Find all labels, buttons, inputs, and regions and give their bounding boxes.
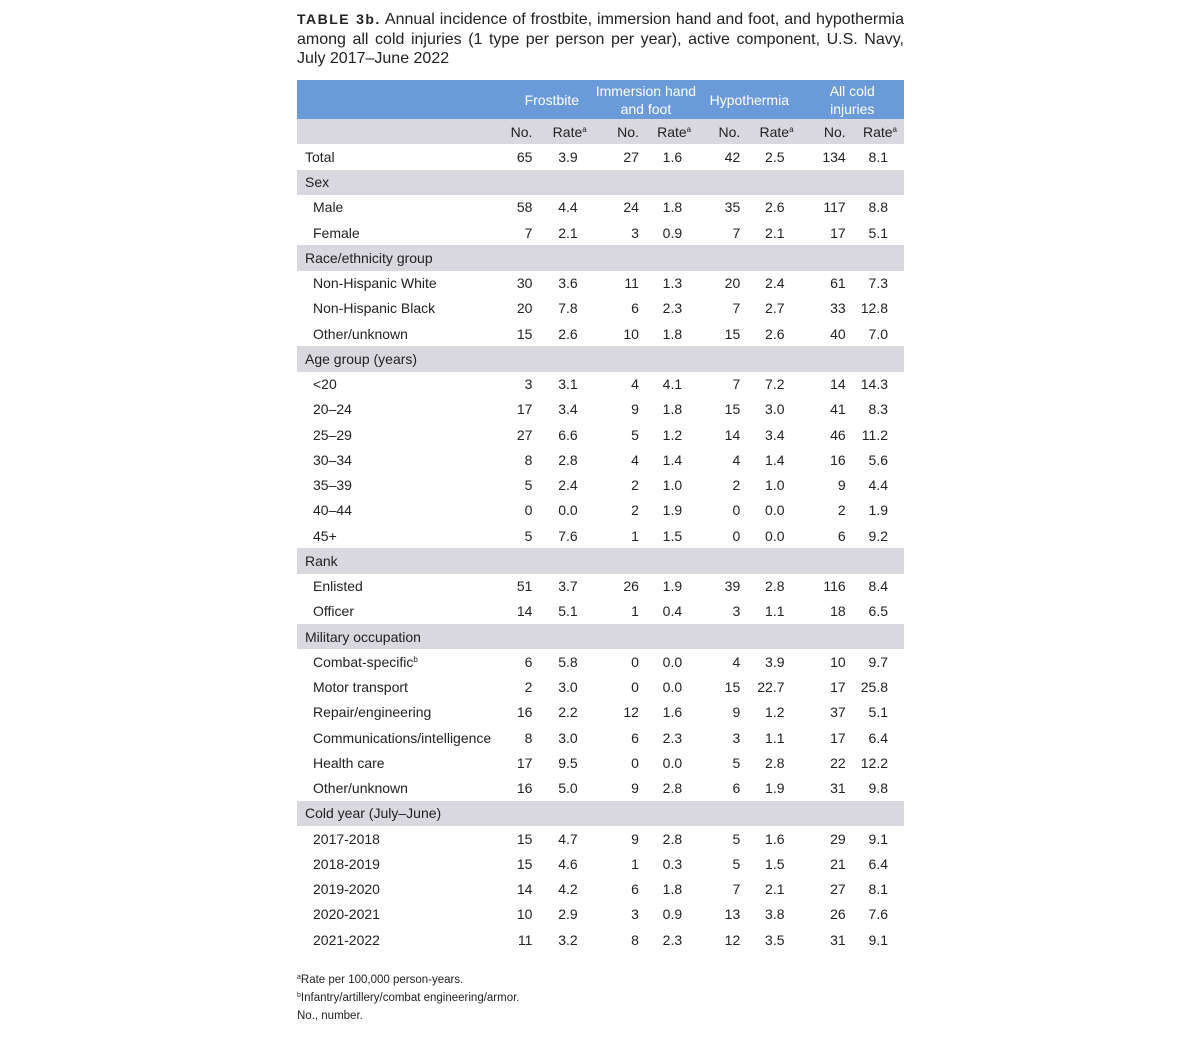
rate-cell: 2.8 bbox=[765, 754, 785, 771]
table-row bbox=[297, 574, 904, 599]
rate-cell: 1.4 bbox=[765, 451, 785, 468]
rate-cell: 2.2 bbox=[558, 704, 578, 721]
count-cell: 0 bbox=[732, 502, 741, 519]
section-row bbox=[297, 801, 904, 826]
count-cell: 17 bbox=[516, 401, 533, 418]
count-cell: 0 bbox=[631, 679, 639, 696]
rate-cell: 9.8 bbox=[868, 780, 888, 797]
table-row bbox=[297, 397, 904, 422]
table-row bbox=[297, 195, 904, 220]
rate-cell: 2.9 bbox=[558, 906, 578, 923]
count-cell: 27 bbox=[830, 881, 846, 898]
rate-cell: 1.4 bbox=[662, 451, 683, 468]
rate-cell: 0.0 bbox=[662, 754, 683, 771]
rate-cell: 0.3 bbox=[662, 855, 683, 872]
rate-cell: 0.9 bbox=[662, 224, 683, 241]
rate-cell: 2.6 bbox=[765, 325, 785, 342]
count-cell: 2 bbox=[837, 502, 846, 519]
row-label: 2021-2022 bbox=[313, 931, 380, 948]
group-header: Frostbite bbox=[510, 80, 594, 119]
count-cell: 7 bbox=[524, 224, 533, 241]
rate-cell: 3.9 bbox=[558, 148, 578, 165]
count-cell: 6 bbox=[837, 527, 846, 544]
count-cell: 58 bbox=[516, 199, 533, 216]
section-row bbox=[297, 346, 904, 371]
count-cell: 4 bbox=[631, 451, 639, 468]
rate-cell: 6.4 bbox=[868, 729, 888, 746]
count-cell: 51 bbox=[516, 578, 533, 595]
count-cell: 7 bbox=[732, 376, 741, 393]
rate-cell: 9.5 bbox=[558, 754, 578, 771]
rate-cell: 1.8 bbox=[662, 325, 683, 342]
rate-cell: 2.7 bbox=[765, 300, 785, 317]
subheader-cell: No. bbox=[801, 119, 852, 144]
row-label: Age group (years) bbox=[297, 346, 904, 371]
count-cell: 13 bbox=[724, 906, 741, 923]
rate-cell: 2.8 bbox=[558, 451, 578, 468]
row-label: 35–39 bbox=[313, 477, 352, 494]
count-cell: 16 bbox=[516, 704, 533, 721]
footnote: $^b$Infantry/artillery/combat engineering/armor. bbox=[297, 992, 520, 1004]
count-cell: 5 bbox=[524, 477, 533, 494]
row-label: 2018-2019 bbox=[313, 855, 380, 872]
table-row bbox=[297, 750, 904, 775]
rate-cell: 1.3 bbox=[662, 275, 683, 292]
count-cell: 17 bbox=[516, 754, 533, 771]
rate-cell: 2.1 bbox=[765, 224, 785, 241]
count-cell: 15 bbox=[724, 325, 741, 342]
count-cell: 0 bbox=[631, 754, 639, 771]
count-cell: 16 bbox=[830, 451, 846, 468]
table-row bbox=[297, 877, 904, 902]
count-cell: 17 bbox=[830, 729, 846, 746]
count-cell: 24 bbox=[623, 199, 639, 216]
row-label: Non-Hispanic White bbox=[313, 275, 437, 292]
count-cell: 39 bbox=[724, 578, 741, 595]
count-cell: 3 bbox=[732, 603, 741, 620]
rate-cell: 4.2 bbox=[558, 881, 578, 898]
rate-cell: 1.6 bbox=[765, 830, 785, 847]
table-row bbox=[297, 220, 904, 245]
count-cell: 4 bbox=[732, 451, 741, 468]
rate-cell: 4.4 bbox=[558, 199, 578, 216]
rate-cell: 0.0 bbox=[662, 653, 683, 670]
count-cell: 26 bbox=[623, 578, 639, 595]
rate-cell: 0.0 bbox=[662, 679, 683, 696]
count-cell: 4 bbox=[631, 376, 639, 393]
count-cell: 61 bbox=[830, 275, 846, 292]
count-cell: 1 bbox=[631, 855, 639, 872]
group-header: All cold injuries bbox=[801, 80, 904, 119]
rate-cell: 1.5 bbox=[765, 855, 785, 872]
count-cell: 0 bbox=[631, 653, 639, 670]
table-row bbox=[297, 599, 904, 624]
rate-cell: 1.2 bbox=[662, 426, 683, 443]
table-row bbox=[297, 498, 904, 523]
table-row bbox=[297, 851, 904, 876]
row-label: 2020-2021 bbox=[313, 906, 380, 923]
rate-cell: 4.6 bbox=[558, 855, 578, 872]
count-cell: 15 bbox=[724, 401, 741, 418]
rate-cell: 3.5 bbox=[765, 931, 785, 948]
rate-cell: 1.9 bbox=[765, 780, 785, 797]
count-cell: 14 bbox=[724, 426, 741, 443]
rate-cell: 5.1 bbox=[868, 704, 888, 721]
row-label: Other/unknown bbox=[313, 325, 408, 342]
incidence-table bbox=[297, 80, 904, 952]
count-cell: 11 bbox=[624, 275, 639, 292]
count-cell: 16 bbox=[516, 780, 533, 797]
row-label: Rank bbox=[297, 548, 904, 573]
section-row bbox=[297, 548, 904, 573]
count-cell: 15 bbox=[724, 679, 741, 696]
rate-cell: 3.8 bbox=[765, 906, 785, 923]
count-cell: 5 bbox=[732, 855, 741, 872]
group-header: Immersion hand and foot bbox=[594, 80, 698, 119]
rate-cell: 2.4 bbox=[765, 275, 785, 292]
rate-cell: 0.9 bbox=[662, 906, 683, 923]
count-cell: 14 bbox=[516, 881, 533, 898]
count-cell: 7 bbox=[732, 300, 741, 317]
count-cell: 0 bbox=[732, 527, 741, 544]
rate-cell: 4.4 bbox=[868, 477, 888, 494]
rate-cell: 1.6 bbox=[662, 148, 683, 165]
rate-cell: 3.4 bbox=[765, 426, 785, 443]
rate-cell: 2.8 bbox=[662, 830, 683, 847]
count-cell: 42 bbox=[724, 148, 741, 165]
rate-cell: 3.0 bbox=[558, 679, 578, 696]
table-row bbox=[297, 700, 904, 725]
rate-cell: 1.2 bbox=[765, 704, 785, 721]
rate-cell: 7.2 bbox=[765, 376, 785, 393]
rate-cell: 3.7 bbox=[558, 578, 578, 595]
count-cell: 2 bbox=[631, 502, 639, 519]
rate-cell: 8.4 bbox=[868, 578, 888, 595]
count-cell: 20 bbox=[724, 275, 741, 292]
count-cell: 14 bbox=[830, 376, 846, 393]
rate-cell: 1.8 bbox=[662, 199, 683, 216]
rate-cell: 1.8 bbox=[662, 881, 683, 898]
count-cell: 1 bbox=[631, 527, 639, 544]
row-label: Military occupation bbox=[297, 624, 904, 649]
rate-cell: 5.6 bbox=[868, 451, 888, 468]
count-cell: 37 bbox=[830, 704, 846, 721]
count-cell: 14 bbox=[516, 603, 533, 620]
count-cell: 6 bbox=[631, 300, 639, 317]
rate-cell: 14.3 bbox=[860, 376, 888, 393]
rate-cell: 22.7 bbox=[757, 679, 785, 696]
row-label: Race/ethnicity group bbox=[297, 245, 904, 270]
table-row bbox=[297, 523, 904, 548]
subheader-cell: Rate$^a$ bbox=[852, 119, 904, 144]
row-label: Motor transport bbox=[313, 679, 408, 696]
rate-cell: 8.3 bbox=[868, 401, 888, 418]
row-label: Enlisted bbox=[313, 578, 363, 595]
count-cell: 117 bbox=[823, 199, 846, 216]
rate-cell: 6.4 bbox=[868, 855, 888, 872]
table-row bbox=[297, 447, 904, 472]
count-cell: 6 bbox=[524, 653, 533, 670]
footnote: $^a$Rate per 100,000 person-years. bbox=[297, 974, 464, 986]
count-cell: 29 bbox=[830, 830, 846, 847]
count-cell: 11 bbox=[517, 931, 533, 948]
rate-cell: 8.8 bbox=[868, 199, 888, 216]
row-label: 30–34 bbox=[313, 451, 352, 468]
count-cell: 116 bbox=[823, 578, 846, 595]
count-cell: 33 bbox=[830, 300, 846, 317]
table-row bbox=[297, 473, 904, 498]
count-cell: 3 bbox=[631, 906, 639, 923]
subheader-cell: Rate$^a$ bbox=[746, 119, 800, 144]
row-label: Health care bbox=[313, 754, 385, 771]
table-row bbox=[297, 776, 904, 801]
count-cell: 27 bbox=[623, 148, 639, 165]
table-row bbox=[297, 271, 904, 296]
count-cell: 41 bbox=[830, 401, 846, 418]
count-cell: 3 bbox=[631, 224, 639, 241]
row-label: Non-Hispanic Black bbox=[313, 300, 436, 317]
rate-cell: 4.1 bbox=[662, 376, 683, 393]
count-cell: 26 bbox=[830, 906, 846, 923]
row-label: Officer bbox=[313, 603, 354, 620]
rate-cell: 0.0 bbox=[765, 502, 785, 519]
row-label: Sex bbox=[297, 170, 904, 195]
subheader-cell: Rate$^a$ bbox=[538, 119, 593, 144]
section-row bbox=[297, 624, 904, 649]
rate-cell: 5.1 bbox=[868, 224, 888, 241]
count-cell: 6 bbox=[732, 780, 741, 797]
rate-cell: 8.1 bbox=[868, 148, 888, 165]
count-cell: 17 bbox=[830, 224, 846, 241]
count-cell: 6 bbox=[631, 729, 639, 746]
table-caption bbox=[297, 10, 904, 69]
rate-cell: 3.9 bbox=[765, 653, 785, 670]
rate-cell: 2.5 bbox=[765, 148, 785, 165]
rate-cell: 3.0 bbox=[558, 729, 578, 746]
rate-cell: 9.7 bbox=[868, 653, 888, 670]
count-cell: 9 bbox=[732, 704, 741, 721]
row-label: 40–44 bbox=[313, 502, 352, 519]
rate-cell: 5.8 bbox=[558, 653, 578, 670]
rate-cell: 1.5 bbox=[662, 527, 683, 544]
rate-cell: 1.1 bbox=[765, 729, 785, 746]
count-cell: 1 bbox=[631, 603, 639, 620]
count-cell: 15 bbox=[516, 325, 533, 342]
count-cell: 2 bbox=[524, 679, 533, 696]
subheader-row bbox=[297, 119, 904, 144]
count-cell: 5 bbox=[524, 527, 533, 544]
row-label: Combat-specific$^b$ bbox=[313, 653, 418, 670]
table-row bbox=[297, 826, 904, 851]
row-label: 20–24 bbox=[313, 401, 352, 418]
count-cell: 46 bbox=[830, 426, 846, 443]
rate-cell: 7.3 bbox=[868, 275, 888, 292]
row-label: Cold year (July–June) bbox=[297, 801, 904, 826]
table-row bbox=[297, 144, 904, 169]
count-cell: 2 bbox=[631, 477, 639, 494]
rate-cell: 0.0 bbox=[558, 502, 578, 519]
rate-cell: 25.8 bbox=[860, 679, 888, 696]
rate-cell: 2.4 bbox=[558, 477, 578, 494]
rate-cell: 1.8 bbox=[662, 401, 683, 418]
count-cell: 10 bbox=[516, 906, 533, 923]
rate-cell: 5.1 bbox=[558, 603, 578, 620]
count-cell: 35 bbox=[724, 199, 741, 216]
count-cell: 8 bbox=[524, 729, 533, 746]
count-cell: 15 bbox=[516, 855, 533, 872]
rate-cell: 6.5 bbox=[868, 603, 888, 620]
rate-cell: 1.9 bbox=[868, 502, 888, 519]
rate-cell: 2.6 bbox=[765, 199, 785, 216]
table-label: TABLE 3b. bbox=[297, 11, 381, 27]
table-row bbox=[297, 321, 904, 346]
row-label: Repair/engineering bbox=[313, 704, 432, 721]
count-cell: 65 bbox=[516, 148, 533, 165]
count-cell: 5 bbox=[631, 426, 639, 443]
rate-cell: 3.6 bbox=[558, 275, 578, 292]
count-cell: 3 bbox=[732, 729, 741, 746]
table-row bbox=[297, 296, 904, 321]
count-cell: 18 bbox=[830, 603, 846, 620]
rate-cell: 2.3 bbox=[662, 300, 683, 317]
count-cell: 9 bbox=[631, 830, 639, 847]
count-cell: 3 bbox=[524, 376, 533, 393]
count-cell: 7 bbox=[732, 224, 741, 241]
row-label: Total bbox=[305, 148, 335, 165]
row-label: Other/unknown bbox=[313, 780, 408, 797]
count-cell: 9 bbox=[631, 401, 639, 418]
section-row bbox=[297, 170, 904, 195]
rate-cell: 3.2 bbox=[558, 931, 578, 948]
rate-cell: 6.6 bbox=[558, 426, 578, 443]
row-label: <20 bbox=[313, 376, 337, 393]
count-cell: 21 bbox=[830, 855, 846, 872]
group-header-row bbox=[297, 80, 904, 119]
rate-cell: 5.0 bbox=[558, 780, 578, 797]
rate-cell: 9.1 bbox=[868, 830, 888, 847]
count-cell: 10 bbox=[623, 325, 639, 342]
count-cell: 22 bbox=[830, 754, 846, 771]
rate-cell: 11.2 bbox=[861, 426, 888, 443]
count-cell: 31 bbox=[830, 931, 846, 948]
count-cell: 6 bbox=[631, 881, 639, 898]
row-label: 2017-2018 bbox=[313, 830, 380, 847]
rate-cell: 8.1 bbox=[868, 881, 888, 898]
table-row bbox=[297, 372, 904, 397]
rate-cell: 12.2 bbox=[860, 754, 888, 771]
rate-cell: 7.6 bbox=[868, 906, 888, 923]
row-label: Communications/intelligence bbox=[313, 729, 492, 746]
row-label: 25–29 bbox=[313, 426, 352, 443]
row-label: 2019-2020 bbox=[313, 881, 380, 898]
rate-cell: 7.0 bbox=[868, 325, 888, 342]
count-cell: 8 bbox=[631, 931, 639, 948]
footnote: No., number. bbox=[297, 1010, 363, 1022]
rate-cell: 1.1 bbox=[765, 603, 785, 620]
table-title: Annual incidence of frostbite, immersion hand and foot, and hypothermia among all cold injuries (1 type per person per year), active component, U.S. Navy, July 2017–June 2022 bbox=[297, 11, 904, 67]
rate-cell: 12.8 bbox=[860, 300, 888, 317]
count-cell: 9 bbox=[837, 477, 846, 494]
count-cell: 17 bbox=[830, 679, 846, 696]
rate-cell: 1.6 bbox=[662, 704, 683, 721]
table-row bbox=[297, 927, 904, 952]
rate-cell: 3.1 bbox=[558, 376, 578, 393]
subheader-cell: No. bbox=[698, 119, 746, 144]
subheader-cell: No. bbox=[594, 119, 645, 144]
rate-cell: 1.9 bbox=[662, 502, 683, 519]
count-cell: 15 bbox=[516, 830, 533, 847]
count-cell: 0 bbox=[524, 502, 533, 519]
section-row bbox=[297, 245, 904, 270]
rate-cell: 1.0 bbox=[662, 477, 683, 494]
table-row bbox=[297, 902, 904, 927]
subheader-cell: No. bbox=[510, 119, 538, 144]
rate-cell: 3.0 bbox=[765, 401, 785, 418]
count-cell: 27 bbox=[516, 426, 533, 443]
rate-cell: 0.4 bbox=[662, 603, 683, 620]
rate-cell: 1.0 bbox=[765, 477, 785, 494]
rate-cell: 9.1 bbox=[868, 931, 888, 948]
table-row bbox=[297, 675, 904, 700]
group-header: Hypothermia bbox=[698, 80, 800, 119]
table-row bbox=[297, 725, 904, 750]
rate-cell: 7.6 bbox=[558, 527, 578, 544]
count-cell: 8 bbox=[524, 451, 533, 468]
count-cell: 134 bbox=[822, 148, 846, 165]
rate-cell: 2.3 bbox=[662, 931, 683, 948]
count-cell: 40 bbox=[830, 325, 846, 342]
rate-cell: 9.2 bbox=[868, 527, 888, 544]
count-cell: 5 bbox=[732, 754, 741, 771]
rate-cell: 0.0 bbox=[765, 527, 785, 544]
row-label: Male bbox=[313, 199, 344, 216]
count-cell: 30 bbox=[516, 275, 533, 292]
count-cell: 4 bbox=[732, 653, 741, 670]
count-cell: 31 bbox=[830, 780, 846, 797]
rate-cell: 2.6 bbox=[558, 325, 578, 342]
rate-cell: 2.1 bbox=[765, 881, 785, 898]
rate-cell: 4.7 bbox=[558, 830, 578, 847]
count-cell: 2 bbox=[732, 477, 741, 494]
table-row bbox=[297, 649, 904, 674]
rate-cell: 2.1 bbox=[558, 224, 578, 241]
table-row bbox=[297, 422, 904, 447]
count-cell: 12 bbox=[724, 931, 741, 948]
rate-cell: 1.9 bbox=[662, 578, 683, 595]
rate-cell: 2.3 bbox=[662, 729, 683, 746]
count-cell: 12 bbox=[623, 704, 639, 721]
footnotes bbox=[297, 970, 520, 1024]
count-cell: 7 bbox=[732, 881, 741, 898]
count-cell: 20 bbox=[516, 300, 533, 317]
rate-cell: 7.8 bbox=[558, 300, 578, 317]
rate-cell: 2.8 bbox=[662, 780, 683, 797]
rate-cell: 2.8 bbox=[765, 578, 785, 595]
row-label: 45+ bbox=[313, 527, 337, 544]
rate-cell: 3.4 bbox=[558, 401, 578, 418]
row-label: Female bbox=[313, 224, 360, 241]
count-cell: 10 bbox=[830, 653, 846, 670]
count-cell: 5 bbox=[732, 830, 741, 847]
subheader-cell: Rate$^a$ bbox=[645, 119, 698, 144]
count-cell: 9 bbox=[631, 780, 639, 797]
